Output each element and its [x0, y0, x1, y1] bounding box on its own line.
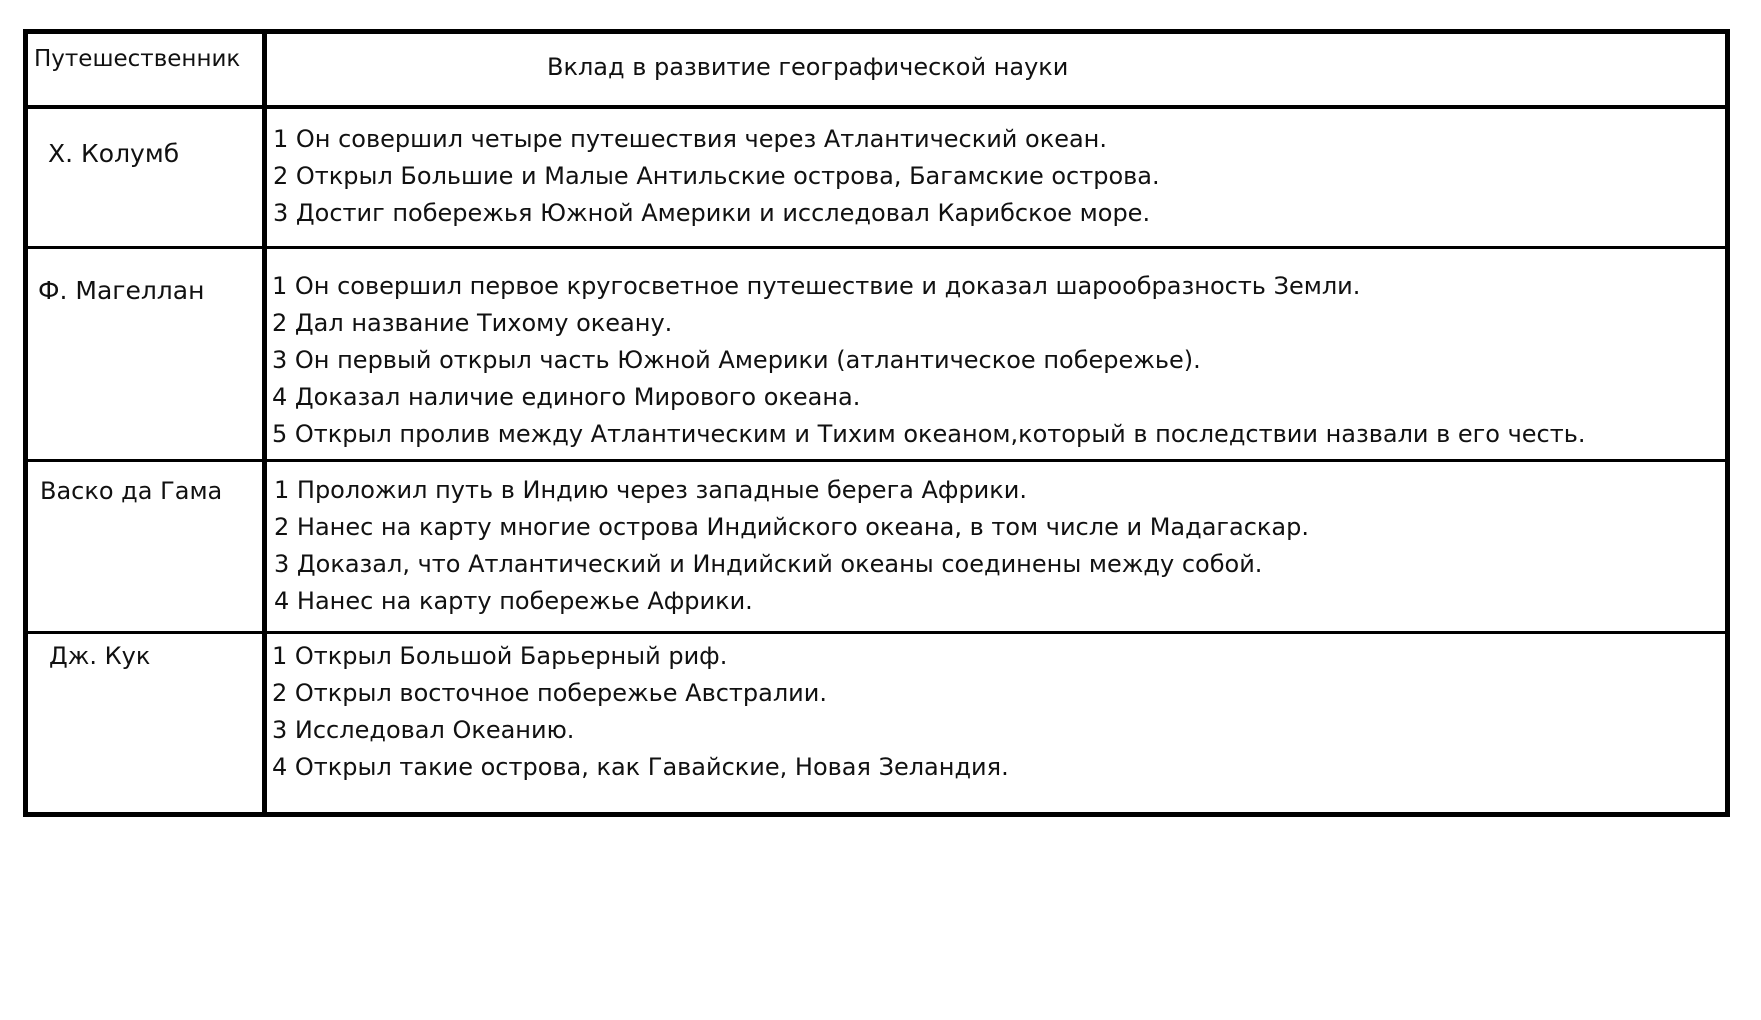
traveler-name: Дж. Кук	[49, 642, 151, 670]
travelers-table	[23, 29, 1730, 817]
list-item: 3 Он первый открыл часть Южной Америки (атлантическое побережье).	[272, 346, 1201, 374]
list-item: 4 Нанес на карту побережье Африки.	[274, 587, 753, 615]
list-item: 2 Открыл Большие и Малые Антильские острова, Багамские острова.	[273, 162, 1160, 190]
header-contribution: Вклад в развитие географической науки	[547, 53, 1069, 81]
list-item: 3 Доказал, что Атлантический и Индийский океаны соединены между собой.	[274, 550, 1263, 578]
row-divider	[28, 246, 1725, 249]
row-divider	[28, 631, 1725, 634]
list-item: 1 Открыл Большой Барьерный риф.	[272, 642, 728, 670]
list-item: 2 Дал название Тихому океану.	[272, 309, 673, 337]
list-item: 3 Исследовал Океанию.	[272, 716, 575, 744]
traveler-name: Васко да Гама	[40, 477, 223, 505]
header-divider	[28, 105, 1725, 109]
list-item: 1 Проложил путь в Индию через западные берега Африки.	[274, 476, 1027, 504]
contribution-list	[272, 638, 1009, 786]
list-item: 1 Он совершил первое кругосветное путешествие и доказал шарообразность Земли.	[272, 272, 1361, 300]
list-item: 4 Доказал наличие единого Мирового океана.	[272, 383, 861, 411]
column-divider	[262, 34, 267, 812]
traveler-name: Ф. Магеллан	[38, 276, 205, 305]
header-traveler: Путешественник	[34, 46, 241, 72]
list-item: 5 Открыл пролив между Атлантическим и Тихим океаном,который в последствии назвали в его честь.	[272, 420, 1586, 448]
traveler-name: Х. Колумб	[48, 139, 180, 168]
contribution-list	[274, 472, 1309, 620]
row-divider	[28, 459, 1725, 462]
list-item: 1 Он совершил четыре путешествия через Атлантический океан.	[273, 125, 1107, 153]
contribution-list	[272, 268, 1586, 453]
list-item: 3 Достиг побережья Южной Америки и исследовал Карибское море.	[273, 199, 1151, 227]
list-item: 4 Открыл такие острова, как Гавайские, Новая Зеландия.	[272, 753, 1009, 781]
contribution-list	[273, 121, 1160, 232]
list-item: 2 Нанес на карту многие острова Индийского океана, в том числе и Мадагаскар.	[274, 513, 1309, 541]
list-item: 2 Открыл восточное побережье Австралии.	[272, 679, 827, 707]
